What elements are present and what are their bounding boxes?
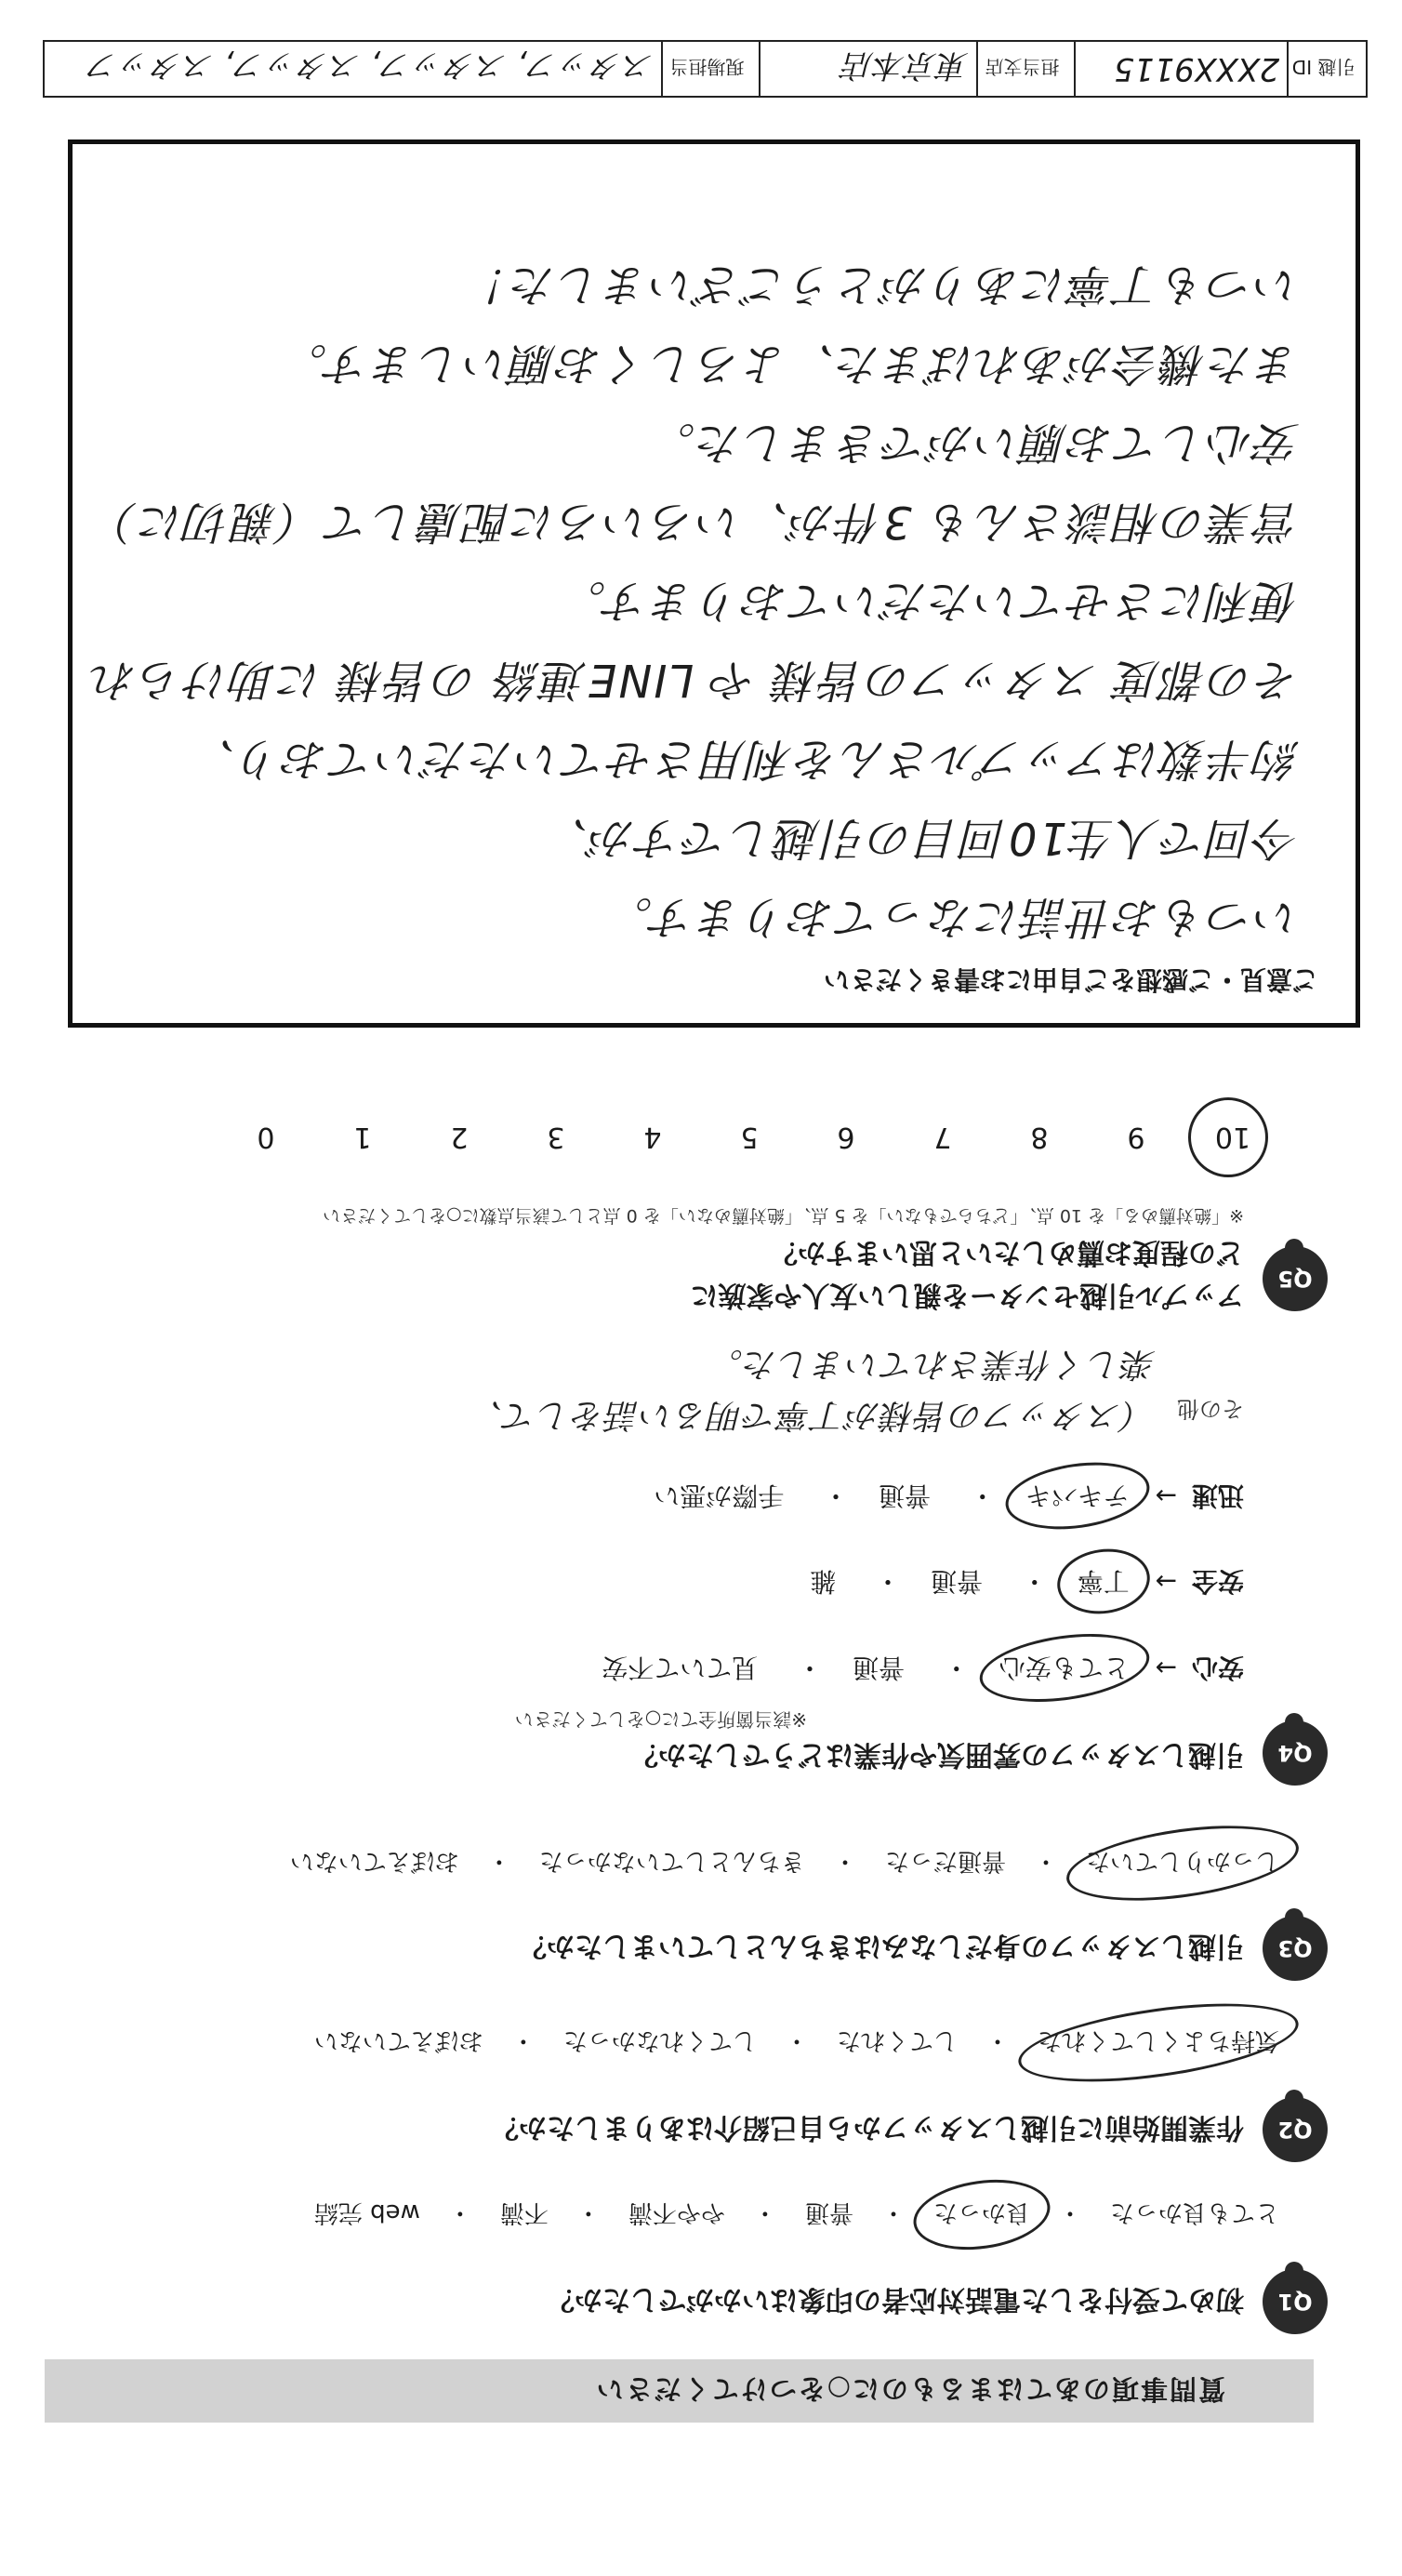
q4-relief-very[interactable]: とても安心 (999, 1653, 1130, 1683)
comments-heading: ご意見・ご感想をご自由にお書きください (823, 964, 1318, 995)
q2-question: 作業開始前に引越しスタッフから自己紹介はありましたか？ (491, 2111, 1244, 2144)
q1-option-very-good[interactable]: とても良かった (1109, 2198, 1279, 2226)
comments-box[interactable] (68, 139, 1360, 1028)
q5-score-4[interactable]: 4 (643, 1121, 662, 1153)
q3-option-not-neat[interactable]: きちんとしていなかった (538, 1847, 805, 1875)
q5-score-5[interactable]: 5 (740, 1121, 759, 1153)
q4-note: ※該当箇所全てに○をしてください (514, 1708, 807, 1731)
comment-line: 営業の相談さんも 3件が、いろいろに配慮して（親切に） (91, 496, 1300, 548)
q5-scale (218, 1121, 1281, 1153)
q1-option-normal[interactable]: 普通 (804, 2198, 853, 2226)
q5-score-1[interactable]: 1 (353, 1121, 372, 1153)
q2-option-dont-remember[interactable]: おぼえていない (313, 2026, 483, 2054)
q5-note: ※「絶対薦める」を 10 点、「どちらでもない」を 5 点、「絶対薦めない」を 0 点として該当点数に○をしてください (323, 1205, 1244, 1226)
q2-option-did-not[interactable]: してくれなかった (562, 2026, 757, 2054)
q5-score-7[interactable]: 7 (933, 1121, 952, 1153)
q4-speed-normal[interactable]: 普通 (878, 1481, 931, 1511)
q1-option-web[interactable]: web 完結 (313, 2198, 420, 2226)
q5-score-10[interactable]: 10 (1184, 1121, 1281, 1153)
q1-question: 初めて受付をした電話対応者の印象はいかがでしたか？ (547, 2283, 1244, 2316)
comment-line: いつも丁寧にありがとうございました！ (462, 259, 1300, 311)
comment-line: 便利にさせていただいております。 (559, 575, 1300, 627)
comment-line: 約半数はアップルさんを利用させていただいており、 (189, 733, 1300, 785)
comment-line: 安心してお願いができました。 (648, 417, 1300, 469)
q3-option-dont-remember[interactable]: おぼえていない (289, 1847, 459, 1875)
q4-safety-rough[interactable]: 雑 (810, 1566, 837, 1597)
q1-option-unsatisfied[interactable]: 不満 (499, 2198, 549, 2226)
comment-line: その都度 スタッフの皆様 や LINE連絡 の皆様 に助けられ (89, 654, 1300, 706)
q4-other-text-2: 楽しく作業されていました。 (708, 1345, 1156, 1383)
q2-option-pleasant[interactable]: 気持ちよくしてくれた (1036, 2025, 1281, 2060)
q3-options: しっかりしていた ・ 普通だった ・ きちんとしていなかった ・ おぼえていない (288, 1846, 1281, 1880)
q3-option-neat[interactable]: しっかりしていた (1084, 1846, 1281, 1880)
q4-row-safety: 安全→ 丁寧・ 普通・ 雑 (810, 1566, 1244, 1597)
q4-relief-normal[interactable]: 普通 (852, 1653, 905, 1683)
q5-score-9[interactable]: 9 (1127, 1121, 1145, 1153)
q4-safety-careful[interactable]: 丁寧 (1077, 1566, 1130, 1597)
id-table (43, 40, 1368, 98)
move-id-value[interactable]: 2XXX9115 (1074, 42, 1287, 96)
q2-badge: Q2 (1263, 2097, 1328, 2162)
q2-options: 気持ちよくしてくれた ・ してくれた ・ してくれなかった ・ おぼえていない (312, 2025, 1281, 2060)
q5-score-8[interactable]: 8 (1030, 1121, 1049, 1153)
q3-question: 引越しスタッフの身だしなみはきちんとしていましたか？ (519, 1930, 1244, 1962)
staff-value[interactable]: スタッフ, スタッフ, スタッフ, スタッフ (87, 46, 655, 85)
q4-badge: Q4 (1263, 1720, 1328, 1786)
q5-score-0[interactable]: 0 (257, 1121, 275, 1153)
q4-safety-normal[interactable]: 普通 (930, 1566, 983, 1597)
q4-row-relief: 安心→ とても安心・ 普通・ 見ていて不安 (602, 1653, 1244, 1683)
branch-label: 担当支店 (976, 42, 1074, 96)
q1-options: とても良かった ・ 良かった ・ 普通 ・ やや不満 ・ 不満 ・ web 完結 (312, 2198, 1281, 2232)
q1-option-slightly-unsatisfied[interactable]: やや不満 (628, 2198, 725, 2226)
q3-badge: Q3 (1263, 1916, 1328, 1981)
branch-value[interactable]: 東京本店 (759, 42, 976, 96)
comment-line: 今回で人生10回目の引越しですが、 (541, 812, 1300, 864)
q5-question-2: どの程度お薦めしたいと思いますか？ (770, 1236, 1244, 1268)
q5-badge: Q5 (1263, 1246, 1328, 1311)
q3-option-normal[interactable]: 普通だった (884, 1847, 1006, 1875)
q4-speed-slow[interactable]: 手際が悪い (654, 1481, 785, 1511)
q4-other-label: その他 (1177, 1396, 1244, 1422)
comment-line: また機会があればまた、よろしくお願いします。 (280, 338, 1300, 390)
q1-option-good[interactable]: 良かった (932, 2198, 1032, 2232)
q4-relief-anxious[interactable]: 見ていて不安 (602, 1653, 759, 1683)
banner-text: 質問事項のあてはまるものに○をつけてください (594, 2373, 1225, 2406)
q4-speed-quick[interactable]: テキパキ (1025, 1481, 1130, 1511)
q2-option-did[interactable]: してくれた (836, 2026, 958, 2054)
q4-question: 引越しスタッフの雰囲気や作業はどうでしたか？ (630, 1738, 1244, 1771)
q5-question-1: アップル引越センターを親しい友人や家族に (690, 1279, 1244, 1311)
instructions-banner (45, 2359, 1314, 2423)
q1-badge: Q1 (1263, 2269, 1328, 2334)
q5-score-3[interactable]: 3 (547, 1121, 565, 1153)
q5-score-6[interactable]: 6 (837, 1121, 855, 1153)
q4-other-text-1: （スタッフの皆様が丁寧で明るい話をして、 (468, 1396, 1156, 1434)
q5-score-2[interactable]: 2 (450, 1121, 469, 1153)
q4-row-speed: 迅速→ テキパキ・ 普通・ 手際が悪い (654, 1481, 1244, 1511)
staff-label: 現場担当 (661, 42, 759, 96)
comment-line: いつもお世話になっております。 (605, 891, 1300, 943)
move-id-label: 引越 ID (1287, 42, 1366, 96)
